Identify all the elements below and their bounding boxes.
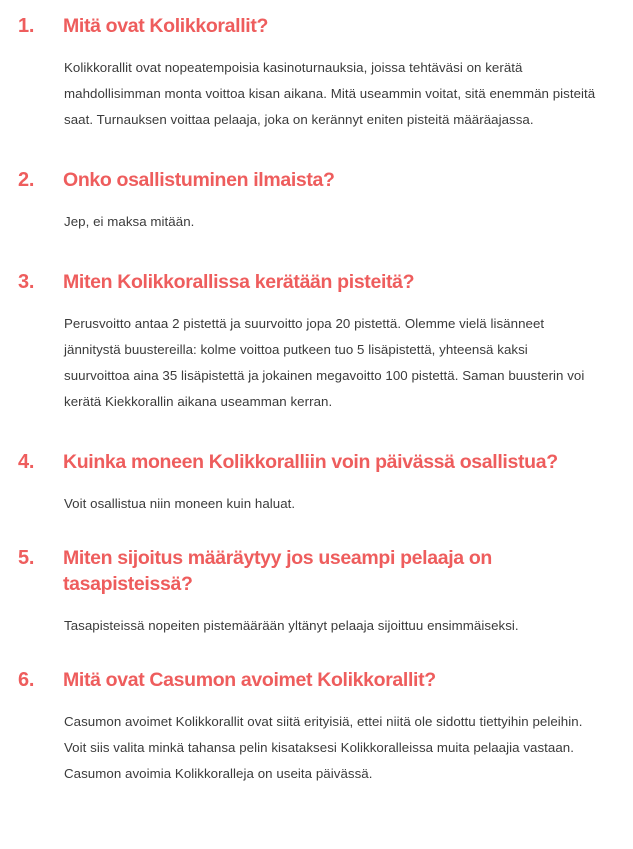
- faq-question-row-5[interactable]: [0, 545, 633, 597]
- faq-answer-3: Perusvoitto antaa 2 pistettä ja suurvoitto jopa 20 pistettä. Olemme vielä lisänneet jännitystä buustereilla: kolme voittoa putkeen tuo 5 lisäpistettä, yhteensä kaksi suurvoittoa aina 35 lisäpistettä ja jokainen megavoitto 100 pistettä. Saman buusterin voi kerätä Kiekkorallin aikana useamman kerran.: [64, 316, 585, 409]
- faq-item-2: [0, 167, 633, 235]
- faq-item-1: [0, 13, 633, 133]
- faq-question-2[interactable]: Onko osallistuminen ilmaista?: [63, 169, 335, 191]
- faq-item-6: [0, 667, 633, 787]
- faq-item-5: [0, 545, 633, 639]
- spacer: [0, 597, 633, 613]
- faq-number-4: 4.: [18, 451, 35, 473]
- faq-question-row-3[interactable]: [0, 269, 633, 295]
- spacer: [0, 235, 633, 269]
- faq-answer-5: Tasapisteissä nopeiten pistemäärään yltänyt pelaaja sijoittuu ensimmäiseksi.: [64, 618, 519, 633]
- spacer: [0, 193, 633, 209]
- faq-question-4[interactable]: Kuinka moneen Kolikkoralliin voin päivässä osallistua?: [63, 451, 558, 473]
- faq-question-6[interactable]: Mitä ovat Casumon avoimet Kolikkorallit?: [63, 669, 436, 691]
- faq-question-row-4[interactable]: [0, 449, 633, 475]
- faq-question-row-1[interactable]: [0, 13, 633, 39]
- spacer: [0, 295, 633, 311]
- faq-number-5: 5.: [18, 547, 35, 569]
- faq-answer-6: Casumon avoimet Kolikkorallit ovat siitä erityisiä, ettei niitä ole sidottu tiettyihin peleihin. Voit siis valita minkä tahansa pelin kisataksesi Kolikkoralleissa muita pelaajia vastaan. Casumon avoimia Kolikkoralleja on useita päivässä.: [64, 714, 583, 781]
- faq-answer-2: Jep, ei maksa mitään.: [64, 214, 195, 229]
- faq-question-row-6[interactable]: [0, 667, 633, 693]
- spacer: [0, 415, 633, 449]
- faq-item-3: [0, 269, 633, 415]
- faq-question-3[interactable]: Miten Kolikkorallissa kerätään pisteitä?: [63, 271, 415, 293]
- faq-number-2: 2.: [18, 169, 35, 191]
- faq-number-6: 6.: [18, 669, 35, 691]
- faq-question-row-2[interactable]: [0, 167, 633, 193]
- spacer: [0, 475, 633, 491]
- spacer: [0, 693, 633, 709]
- faq-question-1[interactable]: Mitä ovat Kolikkorallit?: [63, 15, 269, 37]
- faq-answer-1: Kolikkorallit ovat nopeatempoisia kasinoturnauksia, joissa tehtäväsi on kerätä mahdollisimman monta voittoa kisan aikana. Mitä useammin voitat, sitä enemmän pisteitä saat. Turnauksen voittaa pelaaja, joka on kerännyt eniten pisteitä määräajassa.: [64, 60, 596, 127]
- faq-item-4: [0, 449, 633, 517]
- spacer: [0, 39, 633, 55]
- spacer: [0, 133, 633, 167]
- faq-number-1: 1.: [18, 15, 35, 37]
- faq-answer-4: Voit osallistua niin moneen kuin haluat.: [64, 496, 296, 511]
- spacer: [0, 517, 633, 545]
- spacer: [0, 639, 633, 667]
- faq-question-5[interactable]: Miten sijoitus määräytyy jos useampi pelaaja on tasapisteissä?: [63, 547, 492, 595]
- faq-number-3: 3.: [18, 271, 35, 293]
